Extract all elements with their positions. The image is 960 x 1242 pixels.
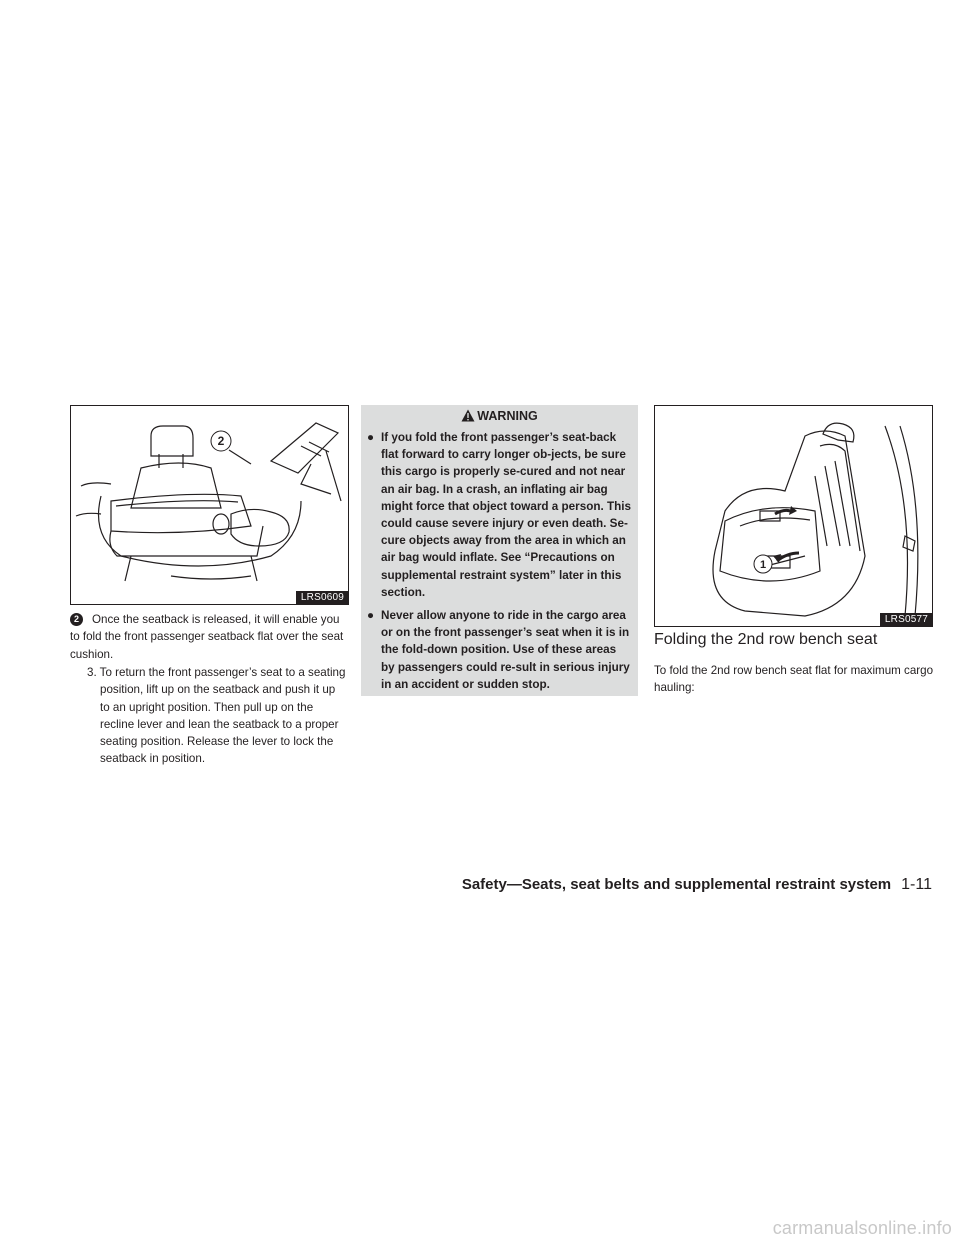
warning-header	[361, 405, 638, 428]
figure-callout-2: 2	[217, 434, 225, 448]
figure-id-label: LRS0609	[296, 591, 348, 604]
warning-bullet-2	[367, 607, 631, 693]
figure-2nd-row-seat-lever	[654, 405, 933, 627]
step-2-text: Once the seatback is released, it will enable you to fold the front passenger seatback flat over the seat cushion.	[70, 613, 344, 661]
figure-id-label: LRS0577	[880, 613, 932, 626]
step-3-text: 3. To return the front passenger’s seat to a seating position, lift up on the seatback and push it up to an upright position. Then pull up on the recline lever and lean the seatback to a proper seating position. Release the lever to lock the seatback in position.	[87, 666, 346, 766]
warning-bullet-1	[367, 429, 632, 601]
warning-triangle-icon	[461, 407, 475, 430]
section-body-text: To fold the 2nd row bench seat flat for maximum cargo hauling:	[654, 664, 934, 695]
step-2-paragraph	[70, 611, 347, 663]
warning-bullet-1-text: If you fold the front passenger’s seat-back flat forward to carry longer ob-jects, be sure this cargo is properly se-cured and not near an air bag. In a crash, an inflating air bag might force that object toward a person. This could cause severe injury or even death. Se-cure objects away from the area in which an air bag would inflate. See “Precautions on supplemental restraint system” later in this section.	[381, 431, 632, 599]
warning-title: WARNING	[477, 409, 538, 423]
footer-chapter-title: Safety—Seats, seat belts and supplemental restraint system	[461, 876, 892, 893]
figure-callout-1: 1	[759, 559, 767, 571]
step-number-badge: 2	[70, 613, 83, 626]
rear-seat-illustration	[655, 406, 932, 626]
folded-seat-illustration	[71, 406, 348, 604]
figure-folded-passenger-seat	[70, 405, 349, 605]
warning-body	[361, 428, 638, 696]
watermark: carmanualsonline.info	[772, 1218, 952, 1238]
page-footer	[0, 875, 932, 895]
bullet-icon: ●	[367, 609, 375, 622]
bullet-icon: ●	[367, 431, 375, 444]
page-number: 1-11	[901, 876, 932, 893]
warning-bullet-2-text: Never allow anyone to ride in the cargo area or on the front passenger’s seat when it is in the fold-down position. Use of these areas by passengers could re-sult in serious injury in an accident or sudden stop.	[381, 609, 630, 691]
section-heading: Folding the 2nd row bench seat	[654, 631, 878, 648]
step-3-paragraph	[87, 664, 347, 768]
